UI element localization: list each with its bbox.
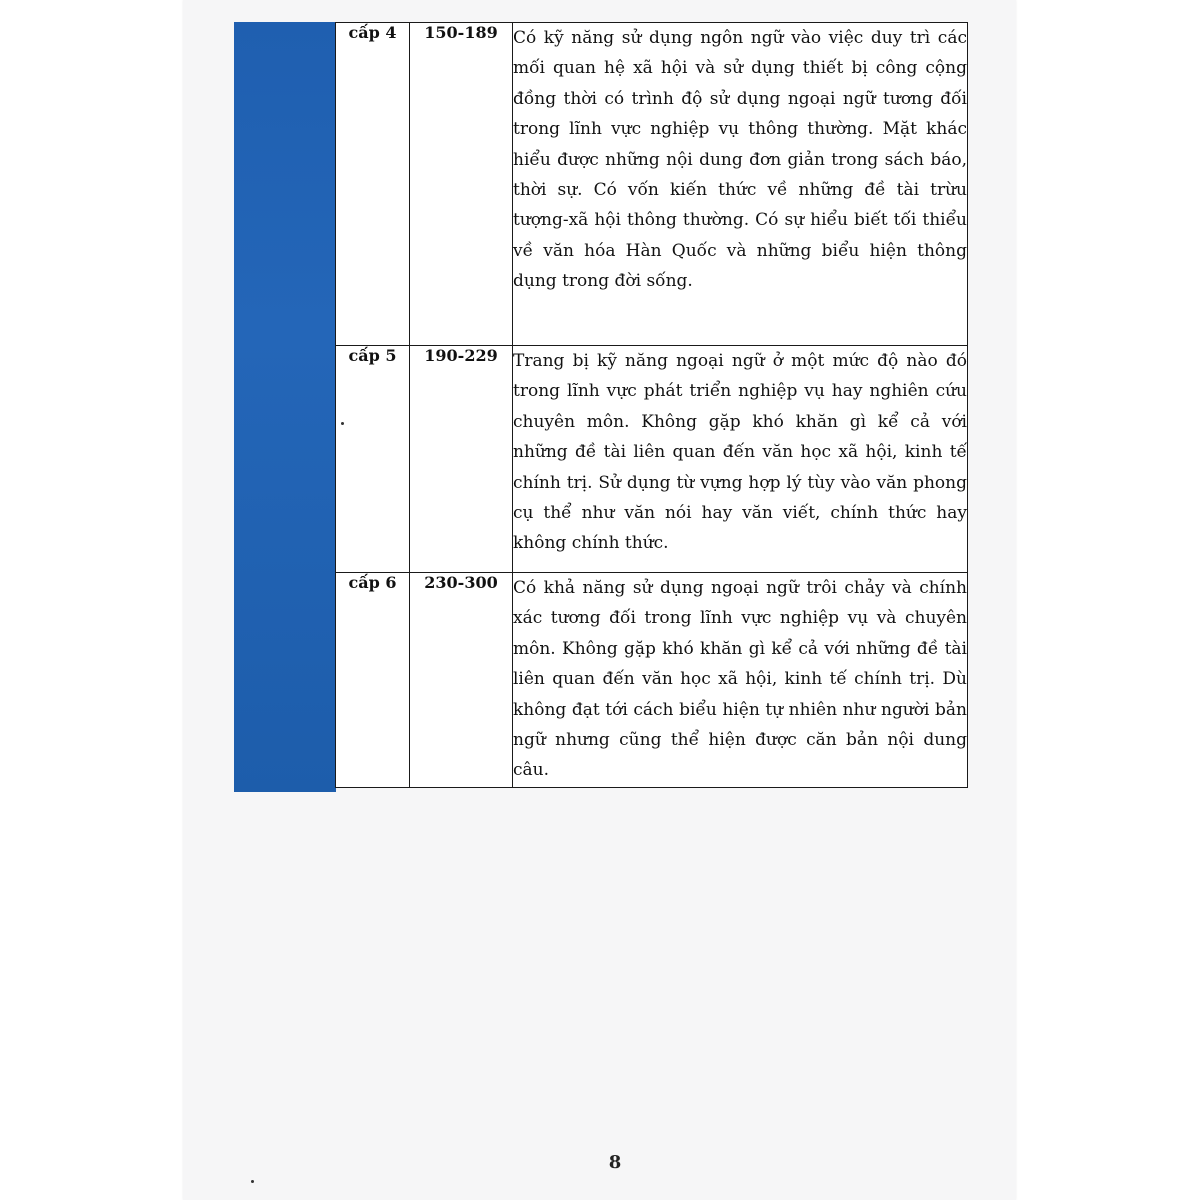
table-row <box>336 346 968 573</box>
level-table <box>335 22 968 788</box>
speck <box>341 422 344 425</box>
table-row <box>336 573 968 788</box>
page-number: 8 <box>608 1152 622 1173</box>
level-cell: cấp 4 <box>336 23 410 346</box>
level-cell: cấp 5 <box>336 346 410 573</box>
score-range-cell: 150-189 <box>410 23 513 346</box>
decorative-blue-band <box>234 22 336 792</box>
description-cell: Có kỹ năng sử dụng ngôn ngữ vào việc duy trì các mối quan hệ xã hội và sử dụng thiết bị công cộng đồng thời có trình độ sử dụng ngoại ngữ tương đối trong lĩnh vực nghiệp vụ thông thường. Mặt khác hiểu được những nội dung đơn giản trong sách báo, thời sự. Có vốn kiến thức về những đề tài trừu tượng-xã hội thông thường. Có sự hiểu biết tối thiểu về văn hóa Hàn Quốc và những biểu hiện thông dụng trong đời sống. <box>513 23 968 346</box>
level-cell: cấp 6 <box>336 573 410 788</box>
score-range-cell: 190-229 <box>410 346 513 573</box>
score-range-cell: 230-300 <box>410 573 513 788</box>
speck <box>251 1180 254 1183</box>
table-row <box>336 23 968 346</box>
description-cell: Trang bị kỹ năng ngoại ngữ ở một mức độ nào đó trong lĩnh vực phát triển nghiệp vụ hay nghiên cứu chuyên môn. Không gặp khó khăn gì kể cả với những đề tài liên quan đến văn học xã hội, kinh tế chính trị. Sử dụng từ vựng hợp lý tùy vào văn phong cụ thể như văn nói hay văn viết, chính thức hay không chính thức. <box>513 346 968 573</box>
description-cell: Có khả năng sử dụng ngoại ngữ trôi chảy và chính xác tương đối trong lĩnh vực nghiệp vụ và chuyên môn. Không gặp khó khăn gì kể cả với những đề tài liên quan đến văn học xã hội, kinh tế chính trị. Dù không đạt tới cách biểu hiện tự nhiên như người bản ngữ nhưng cũng thể hiện được căn bản nội dung câu. <box>513 573 968 788</box>
